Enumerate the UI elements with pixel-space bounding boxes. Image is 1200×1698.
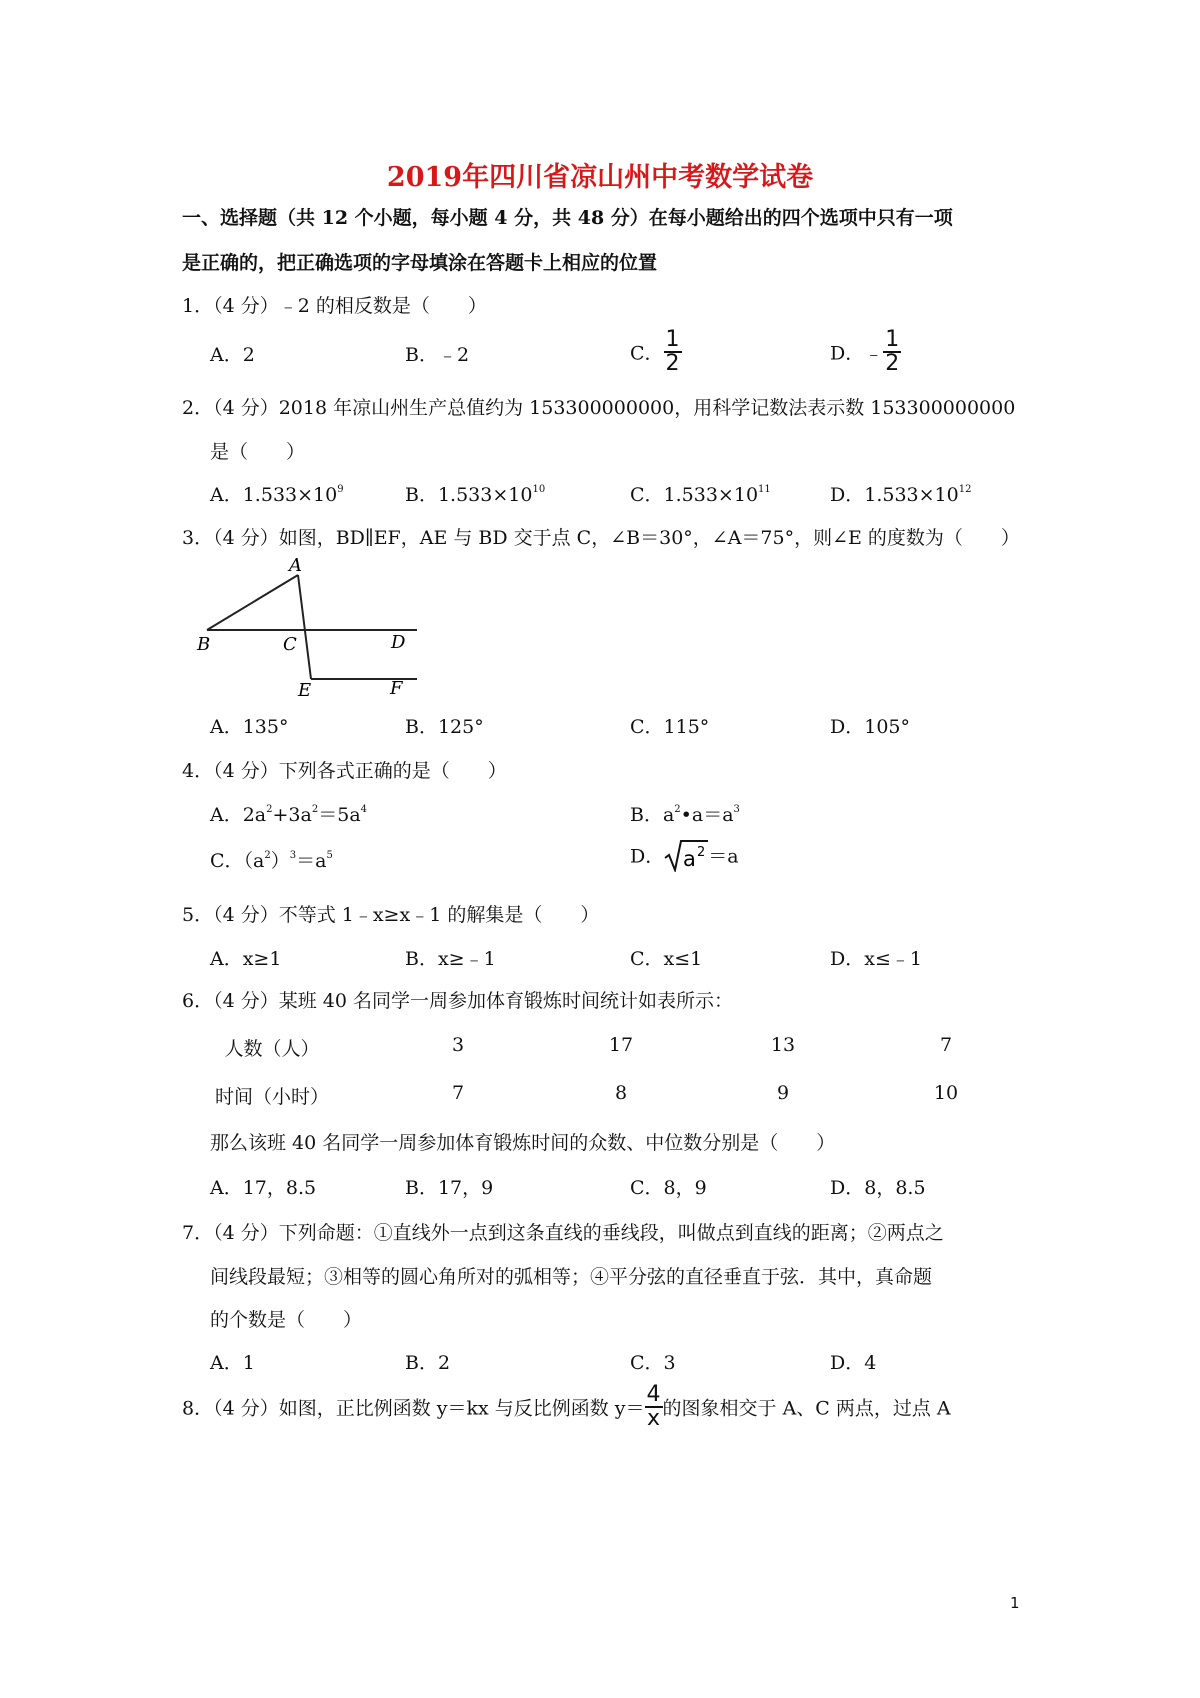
q1-option-d [830, 329, 901, 375]
q1-option-c-fraction [664, 329, 682, 375]
exponent: 2 [266, 804, 273, 815]
text: +3a [272, 804, 312, 826]
q3-geometry-figure [195, 555, 455, 715]
q1-option-d-fraction [883, 329, 901, 375]
q4-option-b [630, 800, 740, 827]
q3-option-d: D．105° [830, 716, 910, 738]
fraction-numerator: 4 [646, 1382, 661, 1407]
label-a: A [289, 555, 302, 576]
text: B．a [630, 804, 675, 826]
exponent: 5 [326, 850, 333, 861]
label-c: C [283, 634, 297, 655]
text: ） [270, 850, 290, 872]
exponent: 9 [337, 484, 344, 495]
q8-fraction [645, 1384, 663, 1430]
q3-option-a: A．135° [210, 716, 289, 738]
text: 的图象相交于 A、C 两点，过点 A [662, 1397, 951, 1420]
exponent: 3 [289, 850, 297, 861]
q6-option-b: B．17，9 [405, 1177, 494, 1199]
radicand: a [683, 847, 697, 871]
text: ＝a [708, 845, 739, 868]
q3-option-c: C．115° [630, 716, 710, 738]
q4-stem: 4．（4 分）下列各式正确的是（ ） [182, 760, 507, 782]
q7-stem-line2: 间线段最短；③相等的圆心角所对的弧相等；④平分弦的直径垂直于弦．其中，真命题 [210, 1266, 933, 1288]
q3-stem: 3．（4 分）如图，BD∥EF，AE 与 BD 交于点 C，∠B＝30°，∠A＝75°，则∠E 的度数为（ ） [182, 527, 1020, 549]
exponent: 2 [264, 850, 271, 861]
q1-option-c-label: C． [630, 342, 664, 365]
q6-stem-cont: 那么该班 40 名同学一周参加体育锻炼时间的众数、中位数分别是（ ） [210, 1132, 836, 1154]
line-ae [298, 575, 311, 679]
table-cell: 9 [776, 1082, 790, 1104]
table-cell: 8 [614, 1082, 628, 1104]
fraction-numerator: 1 [885, 327, 900, 352]
q2-option-a-text: A．1.533×10 [210, 484, 338, 506]
q2-option-c-text: C．1.533×10 [630, 484, 759, 506]
exponent: 4 [360, 804, 368, 815]
text: C．（a [210, 850, 265, 872]
q2-option-d-text: D．1.533×10 [830, 484, 959, 506]
fraction-denominator: x [647, 1406, 661, 1431]
q7-option-b: B．2 [405, 1352, 451, 1374]
q6-option-c: C．8，9 [630, 1177, 707, 1199]
q1-option-d-label: D．﹣ [830, 342, 884, 365]
text: 8．（4 分）如图，正比例函数 y＝kx 与反比例函数 y＝ [182, 1397, 645, 1420]
exponent: 10 [532, 484, 546, 495]
exponent: 3 [733, 804, 740, 815]
table-cell: 3 [451, 1034, 465, 1056]
q5-option-c: C．x≤1 [630, 948, 703, 970]
q2-stem: 2．（4 分）2018 年凉山州生产总值约为 153300000000，用科学记数法表示数 153300000000 [182, 397, 1016, 419]
q1-stem: 1．（4 分）﹣2 的相反数是（ ） [182, 295, 487, 317]
q2-option-c [630, 480, 771, 507]
fraction-denominator: 2 [885, 351, 900, 376]
exponent: 12 [958, 484, 972, 495]
text: •a＝a [680, 804, 734, 826]
q4-option-a [210, 800, 367, 827]
q7-stem-line1: 7．（4 分）下列命题：①直线外一点到这条直线的垂线段，叫做点到直线的距离；②两点之 [182, 1222, 944, 1244]
label-d: D [391, 632, 406, 653]
q1-option-b: B．﹣2 [405, 344, 470, 366]
table-cell: 时间（小时） [214, 1086, 329, 1108]
table-cell: 7 [939, 1034, 953, 1056]
text: D． [630, 845, 665, 868]
q5-stem: 5．（4 分）不等式 1﹣x≥x﹣1 的解集是（ ） [182, 904, 600, 926]
section-heading-line2: 是正确的，把正确选项的字母填涂在答题卡上相应的位置 [182, 252, 658, 274]
q2-option-d [830, 480, 971, 507]
q7-option-d: D．4 [830, 1352, 877, 1374]
q3-option-b: B．125° [405, 716, 484, 738]
label-e: E [298, 680, 312, 701]
q4-option-d [630, 838, 739, 872]
q6-option-d: D．8，8.5 [830, 1177, 926, 1199]
q1-option-a: A．2 [210, 344, 255, 366]
section-heading-line1: 一、选择题（共 12 个小题，每小题 4 分，共 48 分）在每小题给出的四个选项中只有一项 [182, 207, 953, 229]
page-title: 2019年四川省凉山州中考数学试卷 [386, 162, 814, 193]
text: ＝a [296, 850, 327, 872]
label-b: B [197, 634, 211, 655]
label-f: F [390, 678, 403, 699]
fraction-denominator: 2 [665, 351, 680, 376]
q2-option-a [210, 480, 344, 507]
q1-option-c [630, 329, 682, 375]
table-cell: 13 [770, 1034, 796, 1056]
table-cell: 17 [608, 1034, 634, 1056]
table-cell: 10 [933, 1082, 959, 1104]
exponent: 2 [674, 804, 681, 815]
q2-stem-cont: 是（ ） [210, 441, 306, 463]
q6-option-a: A．17，8.5 [210, 1177, 317, 1199]
q2-option-b-text: B．1.533×10 [405, 484, 533, 506]
q2-option-b [405, 480, 545, 507]
q8-stem [182, 1384, 951, 1430]
q5-option-b: B．x≥﹣1 [405, 948, 496, 970]
q7-option-c: C．3 [630, 1352, 676, 1374]
table-cell: 7 [451, 1082, 465, 1104]
text: ＝5a [318, 804, 361, 826]
q5-option-a: A．x≥1 [210, 948, 282, 970]
exponent: 11 [758, 484, 771, 495]
exponent: 2 [311, 804, 319, 815]
fraction-numerator: 1 [665, 327, 680, 352]
q5-option-d: D．x≤﹣1 [830, 948, 922, 970]
sqrt-radical-icon [664, 838, 708, 872]
line-ab [207, 575, 298, 630]
q4-option-c [210, 846, 333, 873]
q6-stem: 6．（4 分）某班 40 名同学一周参加体育锻炼时间统计如表所示： [182, 990, 733, 1012]
q7-option-a: A．1 [210, 1352, 255, 1374]
table-cell: 人数（人） [224, 1038, 320, 1060]
page-number: 1 [1010, 1594, 1020, 1612]
text: A．2a [210, 804, 267, 826]
exponent: 2 [697, 845, 706, 860]
q7-stem-line3: 的个数是（ ） [210, 1309, 363, 1331]
